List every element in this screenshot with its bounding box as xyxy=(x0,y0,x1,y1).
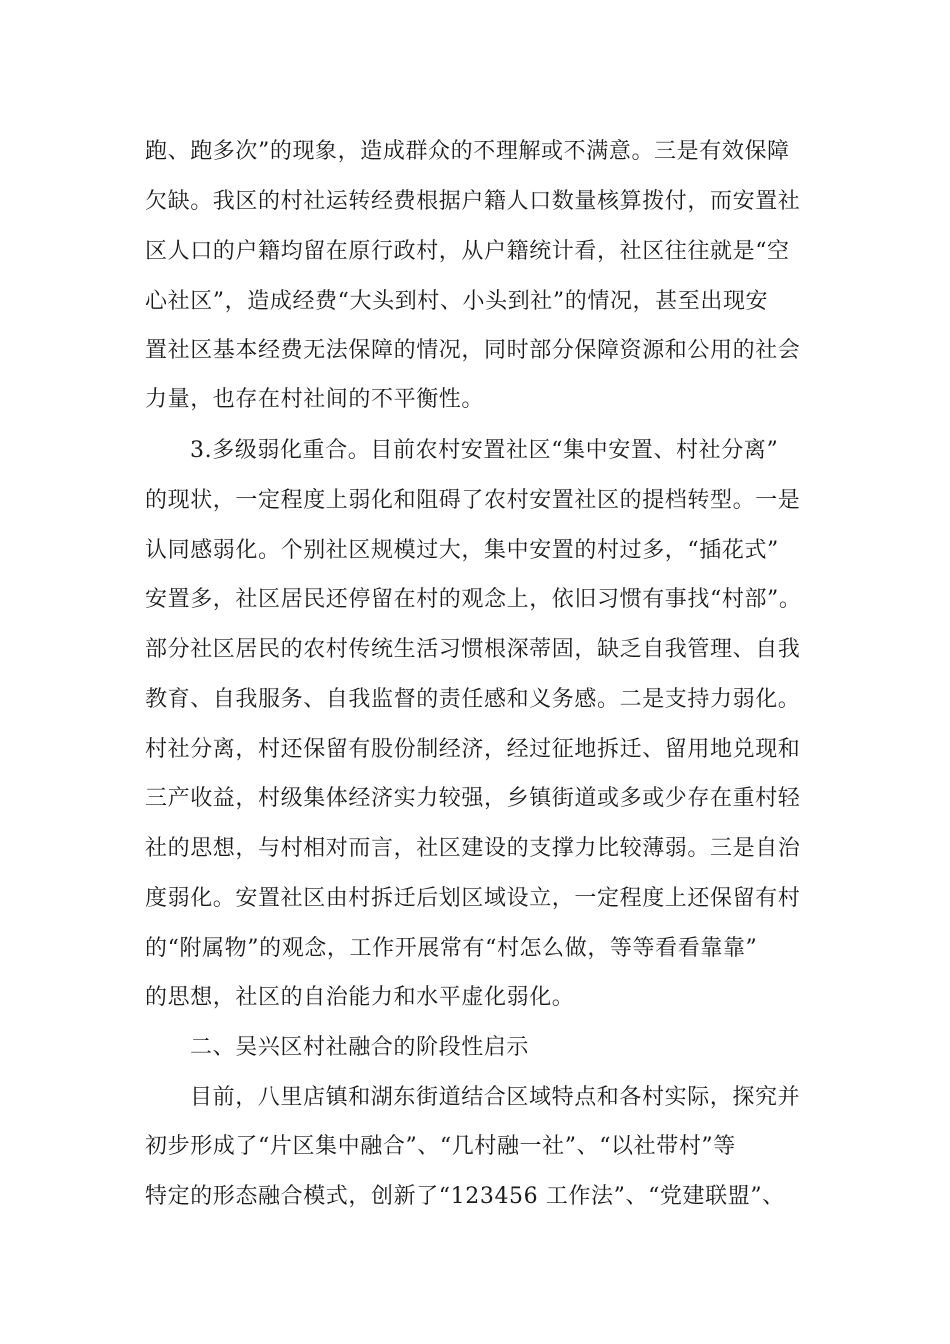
text-line: 部分社区居民的农村传统生活习惯根深蒂固，缺乏自我管理、自我 xyxy=(145,637,801,662)
paragraph-heading: 3.多级弱化重合。目前农村安置社区“集中安置、村社分离” xyxy=(190,438,779,463)
text-line: 认同感弱化。个别社区规模过大，集中安置的村过多，“插花式” xyxy=(145,538,779,563)
text-line: 的现状，一定程度上弱化和阻碍了农村安置社区的提档转型。一是 xyxy=(145,488,801,513)
text-line: 的思想，社区的自治能力和水平虚化弱化。 xyxy=(145,985,575,1010)
text-line: 三产收益，村级集体经济实力较强，乡镇街道或多或少存在重村轻 xyxy=(145,786,801,811)
text-line: 力量，也存在村社间的不平衡性。 xyxy=(145,387,485,412)
text-line: 度弱化。安置社区由村拆迁后划区域设立，一定程度上还保留有村 xyxy=(145,886,801,911)
text-line: 欠缺。我区的村社运转经费根据户籍人口数量核算拨付，而安置社 xyxy=(145,189,801,214)
section-heading: 二、吴兴区村社融合的阶段性启示 xyxy=(190,1035,530,1060)
text-line: 区人口的户籍均留在原行政村，从户籍统计看，社区往往就是“空 xyxy=(145,239,790,264)
text-line: 跑、跑多次”的现象，造成群众的不理解或不满意。三是有效保障 xyxy=(145,139,790,164)
text-line: 的“附属物”的观念，工作开展常有“村怎么做，等等看看靠靠” xyxy=(145,936,758,961)
text-line: 教育、自我服务、自我监督的责任感和义务感。二是支持力弱化。 xyxy=(145,687,801,712)
text-line: 村社分离，村还保留有股份制经济，经过征地拆迁、留用地兑现和 xyxy=(145,737,801,762)
text-line: 社的思想，与村相对而言，社区建设的支撑力比较薄弱。三是自治 xyxy=(145,836,801,861)
text-line: 置社区基本经费无法保障的情况，同时部分保障资源和公用的社会 xyxy=(145,338,801,363)
text-line: 初步形成了“片区集中融合”、“几村融一社”、“以社带村”等 xyxy=(145,1134,736,1159)
text-line: 心社区”，造成经费“大头到村、小头到社”的情况，甚至出现安 xyxy=(145,289,769,314)
text-line: 特定的形态融合模式，创新了“123456 工作法”、“党建联盟”、 xyxy=(145,1184,785,1209)
text-line: 安置多，社区居民还停留在村的观念上，依旧习惯有事找“村部”。 xyxy=(145,587,802,612)
text-line: 目前，八里店镇和湖东街道结合区域特点和各村实际，探究并 xyxy=(190,1085,801,1110)
